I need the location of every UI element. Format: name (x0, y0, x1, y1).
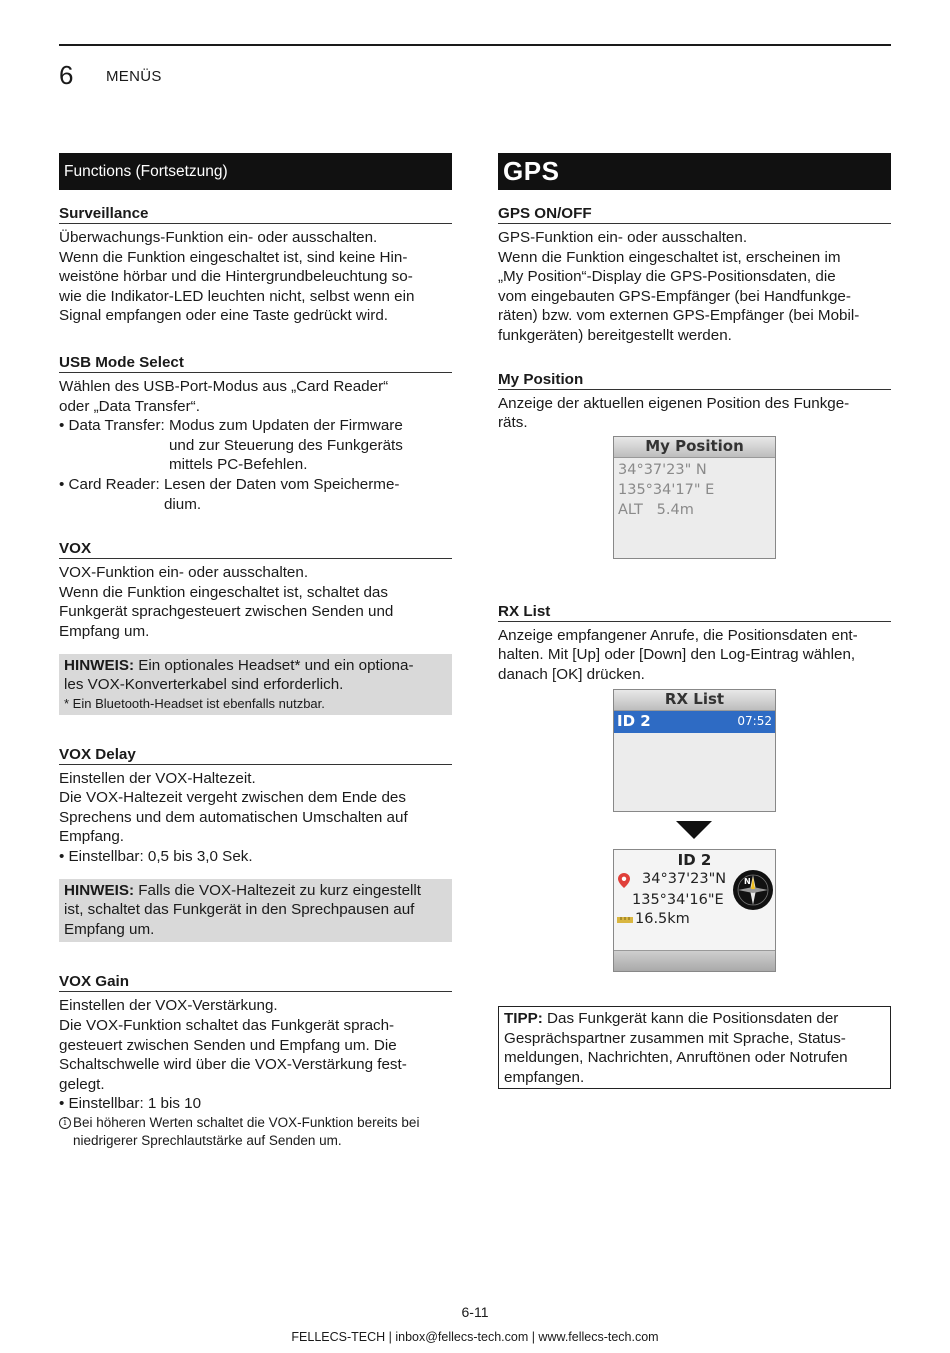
vox-gain-text: Einstellen der VOX-Verstärkung. Die VOX-Funktion schaltet das Funkgerät sprach- gesteuert zwischen Senden und Empfang um. Die Schaltschwelle wird über die VOX-Verstärkung fest- gelegt. • Einstellbar: 1 bis 10 (59, 997, 407, 1113)
vox-gain-info (59, 1114, 452, 1150)
compass-north-label: N (744, 877, 751, 886)
tip-label: TIPP: (504, 1010, 543, 1027)
bullet-term: • Data Transfer: (59, 417, 169, 435)
detail-dist-row (614, 910, 775, 930)
my-position-text: Anzeige der aktuellen eigenen Position des Funkge- räts. (498, 394, 850, 432)
detail-lat: 34°37'23"N (642, 871, 727, 888)
latitude-value: 34°37'23" N (618, 462, 707, 478)
entry-id: ID 2 (617, 712, 651, 731)
detail-footer-bar (614, 950, 775, 971)
detail-title: ID 2 (677, 851, 712, 869)
heading-rx-list: RX List (498, 602, 891, 622)
vox-note (59, 654, 452, 715)
note-label: HINWEIS: (64, 656, 135, 674)
location-pin-icon (618, 873, 630, 888)
bullet-desc: Lesen der Daten vom Speicherme- dium. (163, 475, 400, 513)
heading-vox-gain: VOX Gain (59, 972, 452, 992)
my-position-screen (613, 436, 776, 559)
bullet-desc: Modus zum Updaten der Firmware und zur Steuerung des Funkgeräts mittels PC-Befehlen. (168, 417, 403, 474)
entry-time: 07:52 (737, 714, 772, 729)
tip-box (498, 1006, 891, 1089)
detail-dist: 16.5km (635, 911, 690, 928)
note-text: Ein optionales Headset* und ein optiona- les VOX-Konverterkabel sind erforderlich. (64, 656, 414, 694)
note-label: HINWEIS: (64, 881, 135, 899)
altitude-value: ALT 5.4m (618, 502, 694, 518)
detail-lon: 135°34'16"E (632, 892, 724, 908)
longitude-value: 135°34'17" E (618, 482, 715, 498)
tip-text: Das Funkgerät kann die Positionsdaten der Gesprächspartner zusammen mit Sprache, Status- meldungen, Nachrichten, Anruftönen oder Notrufen empfangen. (504, 1010, 848, 1086)
heading-vox-delay: VOX Delay (59, 745, 452, 765)
heading-my-position: My Position (498, 370, 891, 390)
surveillance-text: Überwachungs-Funktion ein- oder ausschalten. Wenn die Funktion eingeschaltet ist, sind keine Hin- weistöne hörbar und die Hintergrundbeleuchtung so- wie die Indikator-LED leuchten nicht, selbst wenn ein Signal empfangen oder eine Taste gedrückt wird. (59, 229, 415, 325)
gps-onoff-text: GPS-Funktion ein- oder ausschalten. Wenn die Funktion eingeschaltet ist, erscheinen im „My Position“-Display die GPS-Positionsdaten, die vom eingebauten GPS-Empfänger (bei Handfunkge- räten) bzw. vom externen GPS-Empfänger (bei Mobil- funkgeräten) bereitgestellt werden. (498, 229, 860, 344)
distance-ruler-icon (617, 916, 633, 924)
heading-gps-onoff: GPS ON/OFF (498, 204, 891, 224)
heading-vox: VOX (59, 539, 452, 559)
right-column (498, 153, 891, 685)
footer-info: FELLECS-TECH | inbox@fellecs-tech.com | www.fellecs-tech.com (291, 1330, 659, 1344)
vox-delay-note (59, 879, 452, 943)
rx-list-text: Anzeige empfangener Anrufe, die Positionsdaten ent- halten. Mit [Up] oder [Down] den Log-Eintrag wählen, danach [OK] drücken. (498, 626, 858, 683)
note-text: Falls die VOX-Haltezeit zu kurz eingestellt ist, schaltet das Funkgerät in den Sprechpausen auf Empfang um. (64, 881, 422, 938)
left-column (59, 153, 452, 1150)
info-text: Bei höheren Werten schaltet die VOX-Funktion bereits bei niedrigerer Sprechlautstärke auf Senden um. (73, 1115, 420, 1148)
rx-list-screen (613, 689, 776, 812)
compass-icon (732, 869, 774, 911)
page-number: 6-11 (461, 1304, 489, 1320)
heading-surveillance: Surveillance (59, 204, 452, 224)
vox-text: VOX-Funktion ein- oder ausschalten. Wenn die Funktion eingeschaltet ist, schaltet das Funkgerät sprachgesteuert zwischen Senden und Empfang um. (59, 564, 394, 640)
info-icon: i (59, 1117, 71, 1129)
section-title-functions: Functions (Fortsetzung) (59, 153, 452, 190)
usb-bullet-data-transfer (59, 416, 452, 475)
top-rule (59, 44, 891, 46)
note-footnote: * Ein Bluetooth-Headset ist ebenfalls nutzbar. (64, 695, 325, 711)
chapter-title: MENÜS (106, 68, 162, 85)
screen-title: RX List (614, 690, 775, 711)
heading-usb-mode-select: USB Mode Select (59, 353, 452, 373)
vox-delay-text: Einstellen der VOX-Haltezeit. Die VOX-Haltezeit vergeht zwischen dem Ende des Sprechens und dem automatischen Umschalten auf Empfang. • Einstellbar: 0,5 bis 3,0 Sek. (59, 769, 408, 866)
screen-title: My Position (614, 437, 775, 458)
usb-bullet-card-reader (59, 475, 452, 514)
usb-text: Wählen des USB-Port-Modus aus „Card Reader“ oder „Data Transfer“. (59, 377, 389, 415)
section-title-gps: GPS (498, 153, 891, 190)
rx-list-entry[interactable] (614, 711, 775, 733)
chapter-number: 6 (59, 60, 74, 90)
bullet-term: • Card Reader: (59, 475, 164, 493)
arrow-down-icon (676, 821, 712, 839)
